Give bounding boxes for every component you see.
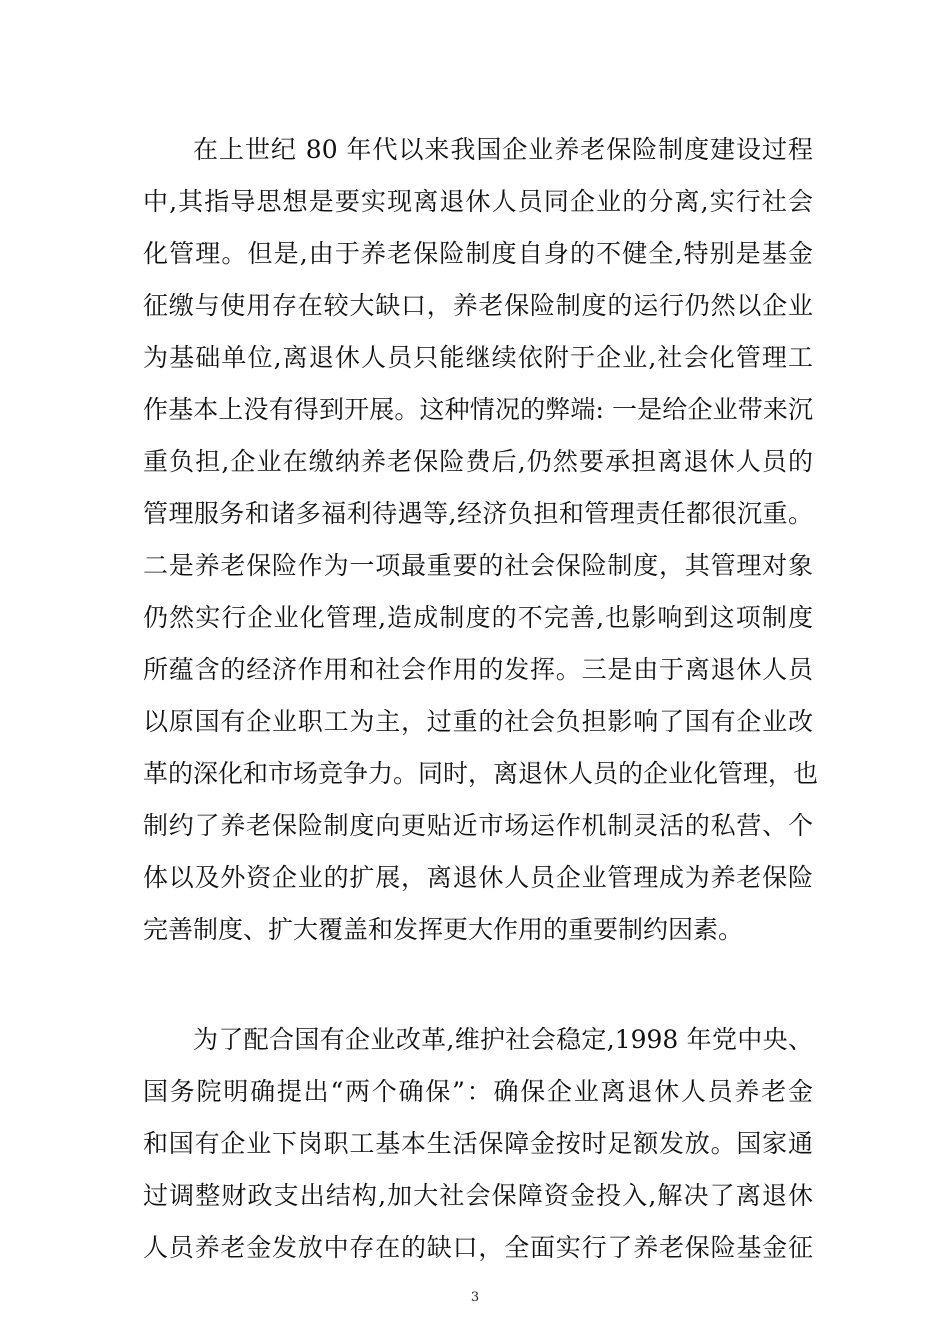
text-line: 人员养老金发放中存在的缺口，全面实行了养老保险基金征 xyxy=(143,1233,813,1262)
text-line: 为基础单位,离退休人员只能继续依附于企业,社会化管理工 xyxy=(143,343,813,372)
text-line: 和国有企业下岗职工基本生活保障金按时足额发放。国家通 xyxy=(143,1129,813,1158)
text-line: 管理服务和诸多福利待遇等,经济负担和管理责任都很沉重。 xyxy=(143,499,813,528)
text-line: 体以及外资企业的扩展，离退休人员企业管理成为养老保险 xyxy=(143,863,813,892)
text-line: 化管理。但是,由于养老保险制度自身的不健全,特别是基金 xyxy=(143,239,813,268)
text-line: 二是养老保险作为一项最重要的社会保险制度，其管理对象 xyxy=(143,551,813,580)
text-line: 完善制度、扩大覆盖和发挥更大作用的重要制约因素。 xyxy=(143,915,744,944)
text-line: 所蕴含的经济作用和社会作用的发挥。三是由于离退休人员 xyxy=(143,655,813,684)
text-line: 仍然实行企业化管理,造成制度的不完善,也影响到这项制度 xyxy=(143,603,813,632)
text-line: 过调整财政支出结构,加大社会保障资金投入,解决了离退休 xyxy=(143,1181,813,1210)
text-line: 制约了养老保险制度向更贴近市场运作机制灵活的私营、个 xyxy=(143,811,813,840)
text-line: 在上世纪 80 年代以来我国企业养老保险制度建设过程 xyxy=(193,135,813,164)
text-line: 作基本上没有得到开展。这种情况的弊端: 一是给企业带来沉 xyxy=(143,395,813,424)
text-line: 征缴与使用存在较大缺口，养老保险制度的运行仍然以企业 xyxy=(143,291,813,320)
text-line: 国务院明确提出“两个确保”：确保企业离退休人员养老金 xyxy=(143,1077,813,1106)
text-line: 为了配合国有企业改革,维护社会稳定,1998 年党中央、 xyxy=(193,1025,813,1054)
text-line: 以原国有企业职工为主，过重的社会负担影响了国有企业改 xyxy=(143,707,813,736)
text-line: 重负担,企业在缴纳养老保险费后,仍然要承担离退休人员的 xyxy=(143,447,813,476)
text-line: 中,其指导思想是要实现离退休人员同企业的分离,实行社会 xyxy=(143,187,813,216)
text-line: 革的深化和市场竞争力。同时，离退休人员的企业化管理，也 xyxy=(143,759,819,788)
page-number: 3 xyxy=(470,1290,480,1305)
